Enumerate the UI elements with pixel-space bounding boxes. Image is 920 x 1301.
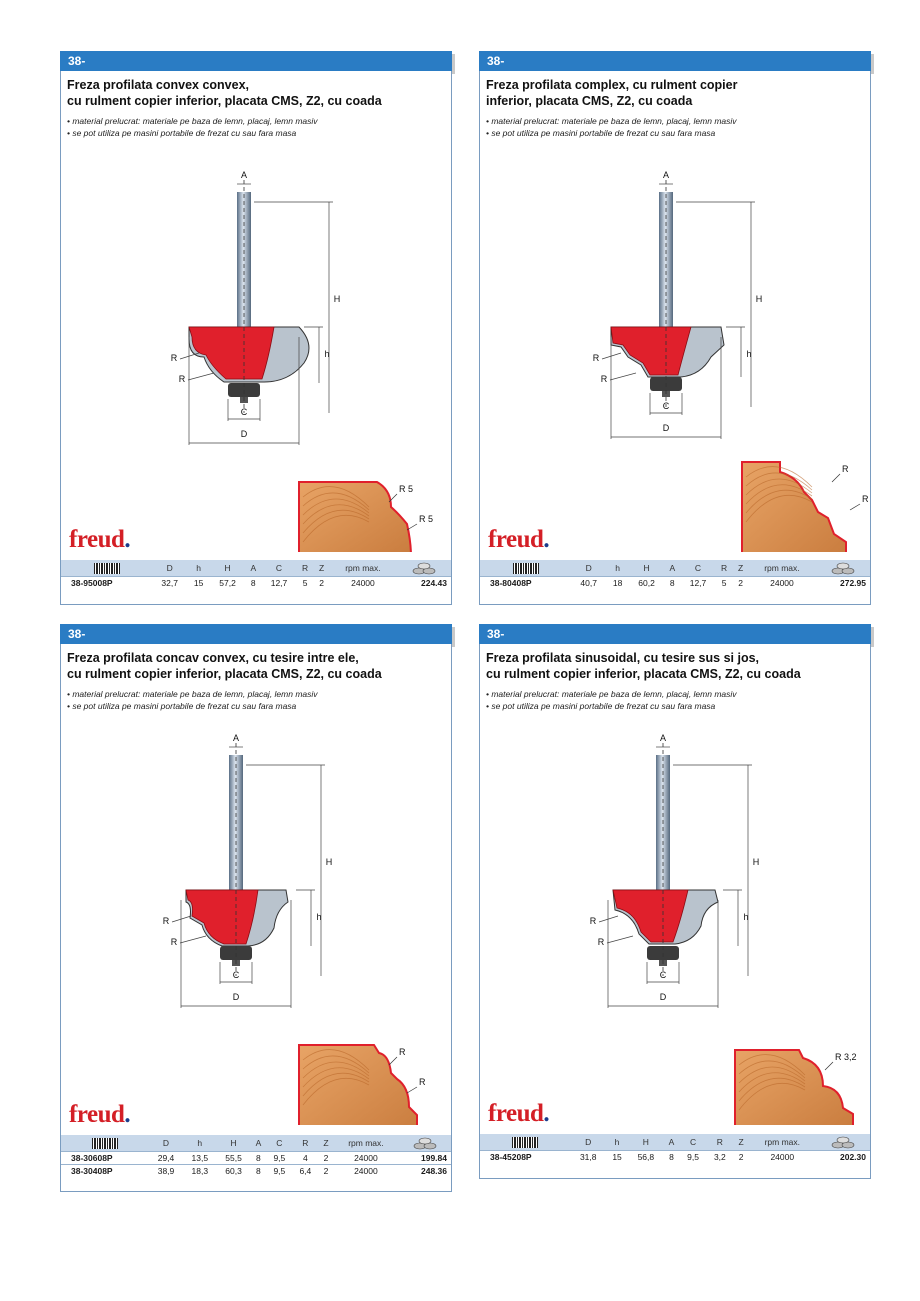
barcode-icon: [92, 1138, 118, 1149]
column-header: rpm max.: [748, 560, 815, 577]
dim-d-label: D: [659, 992, 667, 1002]
column-header: Z: [318, 1135, 333, 1152]
cell-r: 6,4: [292, 1165, 318, 1178]
brand: freud: [69, 526, 125, 553]
dim-d-label: D: [662, 423, 670, 433]
column-header: Z: [733, 560, 749, 577]
price-header: [398, 1135, 451, 1152]
section: 38-: [487, 627, 505, 641]
dim-h-label: h: [324, 349, 330, 359]
bullet2: • se pot utiliza pe masini portabile de frezat cu sau fara masa: [67, 701, 297, 711]
column-header: R: [292, 1135, 318, 1152]
column-header: H: [629, 560, 664, 577]
radius-label-1: R: [592, 353, 600, 363]
spec-table: [480, 560, 870, 589]
radius-label-1: R: [162, 916, 170, 926]
profile-leader-1: [825, 1062, 833, 1070]
spec-header-row: [61, 560, 451, 577]
code-header: [480, 560, 571, 577]
column-header: Z: [733, 1134, 749, 1151]
price-coins-icon: [831, 562, 855, 575]
title-line1: Freza profilata convex convex,: [67, 78, 250, 92]
bullet1: • material prelucrat: materiale pe baza de lemn, placaj, lemn masiv: [486, 116, 737, 126]
cell-h: 18,3: [183, 1165, 217, 1178]
profile-radius-label-2: R: [862, 494, 869, 504]
price-header: [396, 560, 451, 577]
radius-label-2: R: [597, 937, 605, 947]
profile-radius-label-2: R: [419, 1077, 426, 1087]
bullet2: • se pot utiliza pe masini portabile de frezat cu sau fara masa: [486, 701, 716, 711]
column-header: C: [262, 560, 297, 577]
price-header: [816, 1134, 870, 1151]
title-line1: Freza profilata sinusoidal, cu tesire sus si jos,: [486, 651, 760, 665]
spec-header-row: [480, 1134, 870, 1151]
column-header: H: [628, 1134, 663, 1151]
price-coins-icon: [412, 562, 436, 575]
code-header: [480, 1134, 571, 1151]
radius-label-2: R: [178, 374, 186, 384]
code-header: [61, 560, 152, 577]
dim-a-label: A: [662, 170, 670, 180]
cell-rpm: 24000: [749, 1151, 816, 1164]
price-coins-icon: [831, 1136, 855, 1149]
dim-a-label: A: [232, 733, 240, 743]
price-coins-icon: [413, 1137, 437, 1150]
title-line2: inferior, placata CMS, Z2, cu coada: [486, 94, 693, 108]
table-row: [61, 577, 451, 590]
router-bit-diagram: [61, 52, 451, 552]
bullet1: • material prelucrat: materiale pe baza de lemn, placaj, lemn masiv: [486, 689, 737, 699]
radius-leader-2: [607, 936, 633, 943]
cell-r: 5: [296, 577, 313, 590]
column-header: H: [210, 560, 245, 577]
barcode-icon: [94, 563, 120, 574]
dim-h-label: h: [746, 349, 752, 359]
cell-code: 38-95008P: [61, 577, 152, 590]
cell-a: 8: [250, 1165, 266, 1178]
section: 38-: [68, 627, 86, 641]
cell-d: 29,4: [149, 1152, 183, 1165]
cell-h: 56,8: [628, 1151, 663, 1164]
column-header: h: [606, 1134, 629, 1151]
title-line2: cu rulment copier inferior, placata CMS, Z2, cu coada: [486, 667, 801, 681]
product-card-4: [479, 624, 871, 1179]
spec-table: [61, 1135, 451, 1177]
cell-d: 40,7: [571, 577, 606, 590]
column-header: rpm max.: [749, 1134, 816, 1151]
cell-code: 38-30408P: [61, 1165, 149, 1178]
bullet1: • material prelucrat: materiale pe baza de lemn, placaj, lemn masiv: [67, 689, 318, 699]
cell-h: 57,2: [210, 577, 245, 590]
barcode-icon: [512, 1137, 538, 1148]
price-header: [815, 560, 870, 577]
radius-label-1: R: [170, 353, 178, 363]
freud-logo: freud.: [488, 1100, 550, 1127]
cell-r: 4: [292, 1152, 318, 1165]
cell-h: 13,5: [183, 1152, 217, 1165]
column-header: R: [296, 560, 313, 577]
dim-d-label: D: [232, 992, 240, 1002]
product-card-3: [60, 624, 452, 1192]
cell-h: 60,2: [629, 577, 664, 590]
column-header: C: [266, 1135, 292, 1152]
column-header: D: [152, 560, 187, 577]
dim-a-label: A: [240, 170, 248, 180]
column-header: A: [250, 1135, 266, 1152]
cell-rpm: 24000: [329, 577, 396, 590]
dim-h-label: h: [743, 912, 749, 922]
cell-c: 12,7: [262, 577, 297, 590]
section: 38-: [487, 54, 505, 68]
cell-h: 60,3: [217, 1165, 251, 1178]
cell-code: 38-45208P: [480, 1151, 571, 1164]
cell-d: 38,9: [149, 1165, 183, 1178]
router-bit-diagram: [480, 52, 870, 552]
freud-logo: freud.: [69, 526, 131, 553]
cell-price: 248.36: [398, 1165, 451, 1178]
freud-logo: freud.: [488, 526, 550, 553]
title-line1: Freza profilata concav convex, cu tesire intre ele,: [67, 651, 359, 665]
section: 38-: [68, 54, 86, 68]
column-header: R: [715, 560, 732, 577]
carbide-cutter: [186, 890, 258, 944]
radius-label-2: R: [600, 374, 608, 384]
title-line2: cu rulment copier inferior, placata CMS, Z2, cu coada: [67, 667, 382, 681]
cell-c: 9,5: [266, 1165, 292, 1178]
column-header: h: [606, 560, 629, 577]
dim-a-label: A: [659, 733, 667, 743]
title-line2: cu rulment copier inferior, placata CMS, Z2, cu coada: [67, 94, 382, 108]
table-row: [61, 1152, 451, 1165]
profile-radius-label-1: R: [399, 1047, 406, 1057]
dim-h-label: h: [316, 912, 322, 922]
radius-label-2: R: [170, 937, 178, 947]
dim-H-label: H: [752, 857, 760, 867]
column-header: h: [183, 1135, 217, 1152]
bullet1: • material prelucrat: materiale pe baza de lemn, placaj, lemn masiv: [67, 116, 318, 126]
profile-leader-1: [389, 1057, 397, 1065]
dim-H-label: H: [755, 294, 763, 304]
cell-d: 32,7: [152, 577, 187, 590]
column-header: D: [149, 1135, 183, 1152]
cell-r: 5: [715, 577, 732, 590]
profile-radius-label-1: R 5: [399, 484, 414, 494]
radius-leader-2: [180, 936, 206, 943]
cell-price: 199.84: [398, 1152, 451, 1165]
carbide-cutter: [611, 327, 691, 375]
cell-c: 12,7: [681, 577, 716, 590]
table-row: [480, 1151, 870, 1164]
profile-radius-label-1: R: [842, 464, 849, 474]
column-header: A: [664, 560, 680, 577]
dim-c-label: C: [662, 401, 670, 411]
column-header: Z: [314, 560, 330, 577]
cell-c: 9,5: [266, 1152, 292, 1165]
cell-a: 8: [663, 1151, 679, 1164]
cell-price: 202.30: [816, 1151, 870, 1164]
column-header: D: [571, 1134, 606, 1151]
code-header: [61, 1135, 149, 1152]
table-row: [480, 577, 870, 590]
cell-price: 272.95: [815, 577, 870, 590]
cell-price: 224.43: [396, 577, 451, 590]
spec-header-row: [61, 1135, 451, 1152]
cell-z: 2: [314, 577, 330, 590]
brand: freud: [69, 1101, 125, 1128]
brand: freud: [488, 1100, 544, 1127]
radius-leader-1: [602, 353, 621, 359]
column-header: H: [217, 1135, 251, 1152]
column-header: rpm max.: [329, 560, 396, 577]
router-bit-diagram: [61, 625, 451, 1125]
cell-d: 31,8: [571, 1151, 606, 1164]
cell-h: 18: [606, 577, 629, 590]
profile-leader-2: [850, 504, 860, 510]
cell-code: 38-80408P: [480, 577, 571, 590]
cell-z: 2: [733, 1151, 749, 1164]
spec-table: [61, 560, 451, 589]
radius-leader-2: [610, 373, 636, 380]
title-line1: Freza profilata complex, cu rulment copier: [486, 78, 738, 92]
radius-leader-1: [180, 353, 199, 359]
freud-logo: freud.: [69, 1101, 131, 1128]
dim-H-label: H: [333, 294, 341, 304]
radius-leader-2: [188, 373, 214, 380]
column-header: D: [571, 560, 606, 577]
column-header: C: [680, 1134, 707, 1151]
column-header: C: [681, 560, 716, 577]
brand: freud: [488, 526, 544, 553]
radius-label-1: R: [589, 916, 597, 926]
barcode-icon: [513, 563, 539, 574]
spec-table: [480, 1134, 870, 1163]
cell-a: 8: [250, 1152, 266, 1165]
wood-profile: [299, 1045, 417, 1125]
profile-leader-1: [832, 474, 840, 482]
cell-z: 2: [318, 1152, 333, 1165]
cell-z: 2: [318, 1165, 333, 1178]
bullet2: • se pot utiliza pe masini portabile de frezat cu sau fara masa: [486, 128, 716, 138]
profile-leader-2: [407, 1087, 417, 1093]
table-row: [61, 1165, 451, 1178]
column-header: A: [245, 560, 261, 577]
spec-header-row: [480, 560, 870, 577]
product-card-1: [60, 51, 452, 605]
carbide-cutter: [189, 327, 274, 379]
dim-H-label: H: [325, 857, 333, 867]
column-header: h: [187, 560, 210, 577]
dim-d-label: D: [240, 429, 248, 439]
router-bit-diagram: [480, 625, 870, 1125]
cell-a: 8: [664, 577, 680, 590]
cell-a: 8: [245, 577, 261, 590]
profile-radius-label-2: R 5: [419, 514, 434, 524]
dim-c-label: C: [232, 970, 240, 980]
cell-rpm: 24000: [748, 577, 815, 590]
dim-c-label: C: [659, 970, 667, 980]
cell-code: 38-30608P: [61, 1152, 149, 1165]
cell-h: 15: [187, 577, 210, 590]
profile-radius-label-1: R 3,2: [835, 1052, 857, 1062]
cell-c: 9,5: [680, 1151, 707, 1164]
wood-profile: [299, 482, 414, 552]
cell-r: 3,2: [706, 1151, 733, 1164]
product-card-2: [479, 51, 871, 605]
radius-leader-1: [599, 916, 618, 922]
dim-c-label: C: [240, 407, 248, 417]
cell-h: 15: [606, 1151, 629, 1164]
column-header: R: [706, 1134, 733, 1151]
wood-profile: [742, 462, 846, 552]
radius-leader-1: [172, 916, 191, 922]
cell-rpm: 24000: [334, 1152, 399, 1165]
column-header: rpm max.: [334, 1135, 399, 1152]
bullet2: • se pot utiliza pe masini portabile de frezat cu sau fara masa: [67, 128, 297, 138]
cell-h: 55,5: [217, 1152, 251, 1165]
cell-z: 2: [733, 577, 749, 590]
cell-rpm: 24000: [334, 1165, 399, 1178]
column-header: A: [663, 1134, 679, 1151]
